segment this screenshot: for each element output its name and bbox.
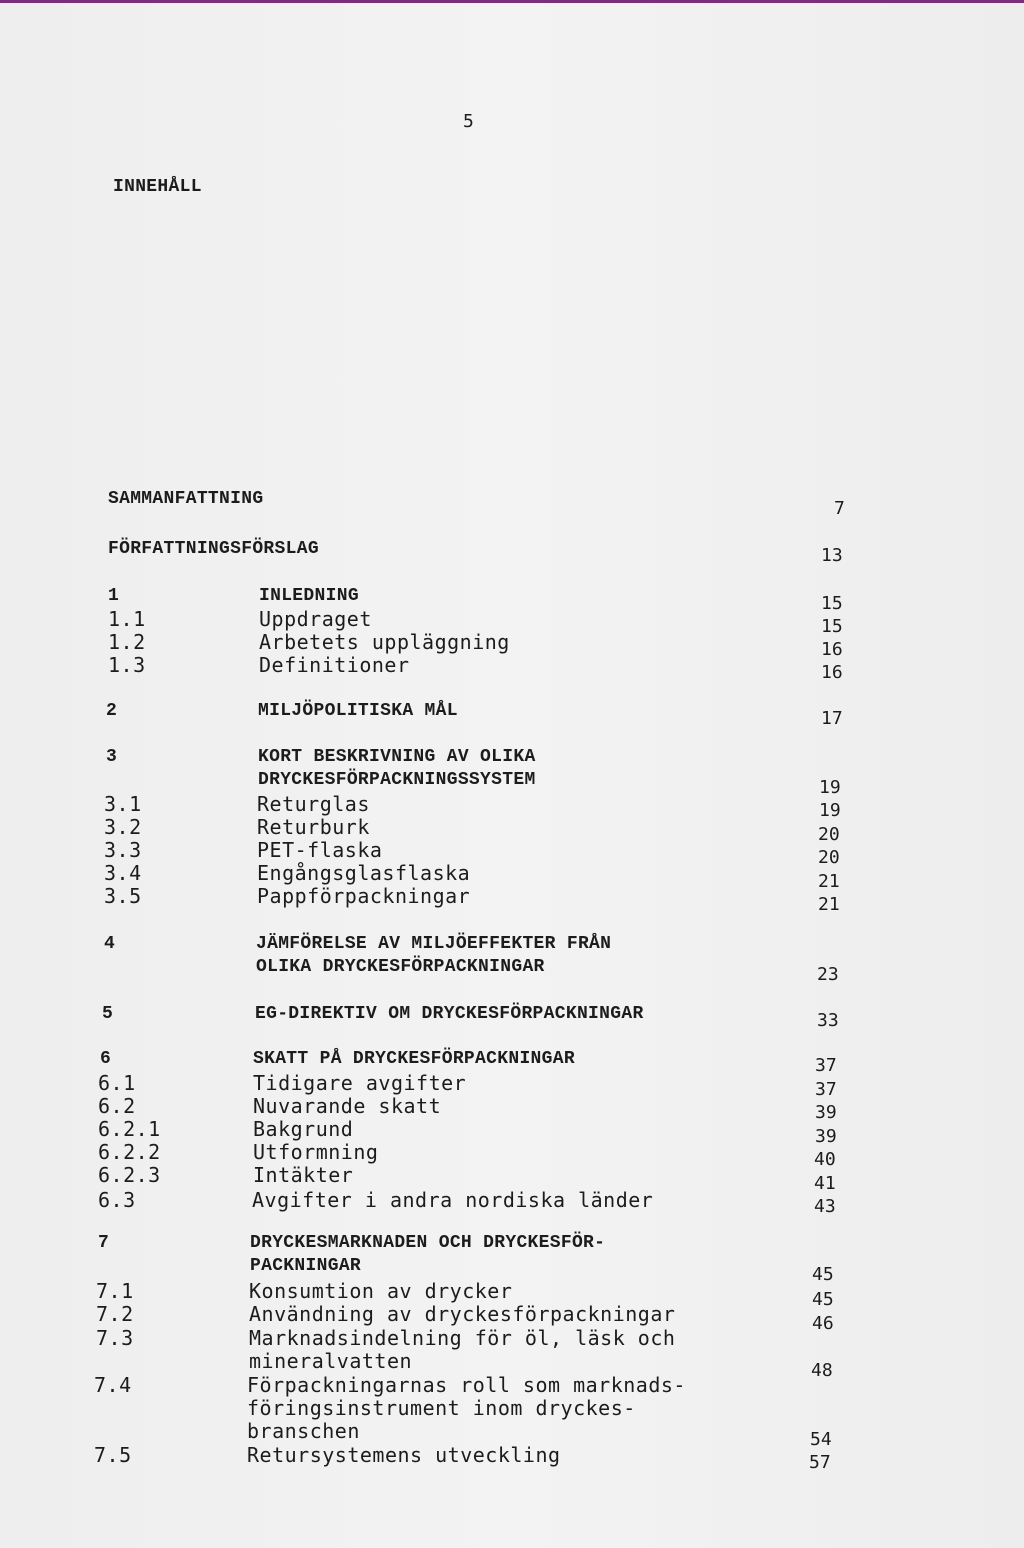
page-number: 5 (463, 111, 474, 132)
toc-entry-number: 6.2.1 (98, 1117, 161, 1141)
toc-entry-title: Bakgrund (253, 1117, 354, 1141)
toc-entry-number: 7.1 (96, 1279, 134, 1303)
toc-entry-title: Arbetets uppläggning (259, 630, 510, 654)
toc-entry-number: 6.2.3 (98, 1163, 161, 1187)
toc-heading: INNEHÅLL (113, 177, 202, 197)
toc-entry-page: 41 (814, 1173, 836, 1194)
toc-entry-title: Tidigare avgifter (253, 1071, 467, 1095)
toc-entry-number: 3.5 (104, 884, 142, 908)
toc-entry-number: 7.2 (96, 1302, 134, 1326)
toc-entry-number: 3.2 (104, 815, 142, 839)
toc-entry-title: Utformning (253, 1140, 379, 1164)
proposal-page: 13 (821, 545, 843, 566)
toc-entry-page: 39 (815, 1102, 837, 1123)
toc-entry-number: 4 (104, 934, 116, 954)
toc-entry-title: PET-flaska (257, 838, 383, 862)
proposal-title: FÖRFATTNINGSFÖRSLAG (108, 539, 319, 559)
toc-entry-page: 45 (812, 1289, 834, 1310)
toc-entry-title: Konsumtion av drycker (249, 1279, 513, 1303)
toc-entry-title: branschen (247, 1419, 360, 1443)
toc-entry-title: MILJÖPOLITISKA MÅL (258, 701, 458, 721)
toc-entry-page: 19 (819, 777, 841, 798)
toc-entry-title: Marknadsindelning för öl, läsk och (249, 1326, 676, 1350)
toc-entry-title: Returburk (257, 815, 370, 839)
toc-entry-number: 6.2.2 (98, 1140, 161, 1164)
toc-entry-title: SKATT PÅ DRYCKESFÖRPACKNINGAR (253, 1049, 575, 1069)
summary-page: 7 (834, 498, 845, 519)
toc-entry-page: 15 (821, 616, 843, 637)
toc-entry-page: 43 (814, 1196, 836, 1217)
toc-entry-number: 3.1 (104, 792, 142, 816)
toc-entry-number: 3.3 (104, 838, 142, 862)
toc-entry-title: mineralvatten (249, 1349, 413, 1373)
toc-entry-number: 5 (102, 1004, 114, 1024)
toc-entry-page: 33 (817, 1010, 839, 1031)
toc-entry-title: Nuvarande skatt (253, 1094, 442, 1118)
toc-entry-title: Förpackningarnas roll som marknads- (247, 1373, 686, 1397)
toc-entry-title: Definitioner (259, 653, 410, 677)
toc-entry-title: Pappförpackningar (257, 884, 471, 908)
toc-entry-number: 1.1 (108, 607, 146, 631)
toc-entry-title: OLIKA DRYCKESFÖRPACKNINGAR (256, 957, 545, 977)
toc-entry-number: 7 (98, 1233, 110, 1253)
toc-entry-page: 37 (815, 1055, 837, 1076)
toc-entry-page: 37 (815, 1079, 837, 1100)
toc-entry-page: 21 (818, 871, 840, 892)
toc-entry-page: 46 (812, 1313, 834, 1334)
toc-entry-page: 48 (811, 1360, 833, 1381)
toc-entry-title: EG-DIREKTIV OM DRYCKESFÖRPACKNINGAR (255, 1004, 644, 1024)
toc-entry-title: KORT BESKRIVNING AV OLIKA (258, 747, 536, 767)
page-edge (0, 0, 1024, 3)
toc-entry-page: 23 (817, 964, 839, 985)
toc-entry-title: Engångsglasflaska (257, 861, 471, 885)
toc-entry-page: 19 (819, 800, 841, 821)
summary-title: SAMMANFATTNING (108, 489, 264, 509)
toc-entry-page: 15 (821, 593, 843, 614)
toc-entry-number: 6.3 (98, 1188, 136, 1212)
toc-entry-page: 45 (812, 1264, 834, 1285)
toc-entry-number: 7.5 (94, 1443, 132, 1467)
toc-entry-number: 1.3 (108, 653, 146, 677)
toc-entry-page: 20 (818, 824, 840, 845)
toc-entry-page: 21 (818, 894, 840, 915)
toc-entry-page: 20 (818, 847, 840, 868)
toc-entry-title: föringsinstrument inom dryckes- (247, 1396, 636, 1420)
toc-entry-page: 16 (821, 639, 843, 660)
toc-entry-title: DRYCKESMARKNADEN OCH DRYCKESFÖR- (250, 1233, 606, 1253)
toc-entry-title: INLEDNING (259, 586, 359, 606)
toc-entry-number: 7.3 (96, 1326, 134, 1350)
toc-entry-number: 1 (108, 586, 120, 606)
toc-entry-page: 57 (809, 1452, 831, 1473)
toc-entry-title: JÄMFÖRELSE AV MILJÖEFFEKTER FRÅN (256, 934, 612, 954)
toc-entry-page: 16 (821, 662, 843, 683)
toc-entry-title: Retursystemens utveckling (247, 1443, 561, 1467)
toc-entry-number: 2 (106, 701, 118, 721)
toc-entry-title: Intäkter (253, 1163, 354, 1187)
toc-entry-title: Användning av dryckesförpackningar (249, 1302, 676, 1326)
toc-entry-title: DRYCKESFÖRPACKNINGSSYSTEM (258, 770, 536, 790)
toc-entry-number: 7.4 (94, 1373, 132, 1397)
toc-entry-title: Avgifter i andra nordiska länder (252, 1188, 654, 1212)
toc-entry-number: 6.2 (98, 1094, 136, 1118)
toc-entry-number: 6.1 (98, 1071, 136, 1095)
toc-entry-title: Uppdraget (259, 607, 372, 631)
toc-entry-page: 39 (815, 1126, 837, 1147)
toc-entry-number: 3 (106, 747, 118, 767)
toc-entry-title: PACKNINGAR (250, 1256, 362, 1276)
toc-entry-number: 3.4 (104, 861, 142, 885)
toc-entry-page: 54 (810, 1429, 832, 1450)
toc-entry-number: 6 (100, 1049, 112, 1069)
toc-entry-page: 40 (814, 1149, 836, 1170)
toc-entry-number: 1.2 (108, 630, 146, 654)
toc-entry-title: Returglas (257, 792, 370, 816)
toc-entry-page: 17 (821, 708, 843, 729)
